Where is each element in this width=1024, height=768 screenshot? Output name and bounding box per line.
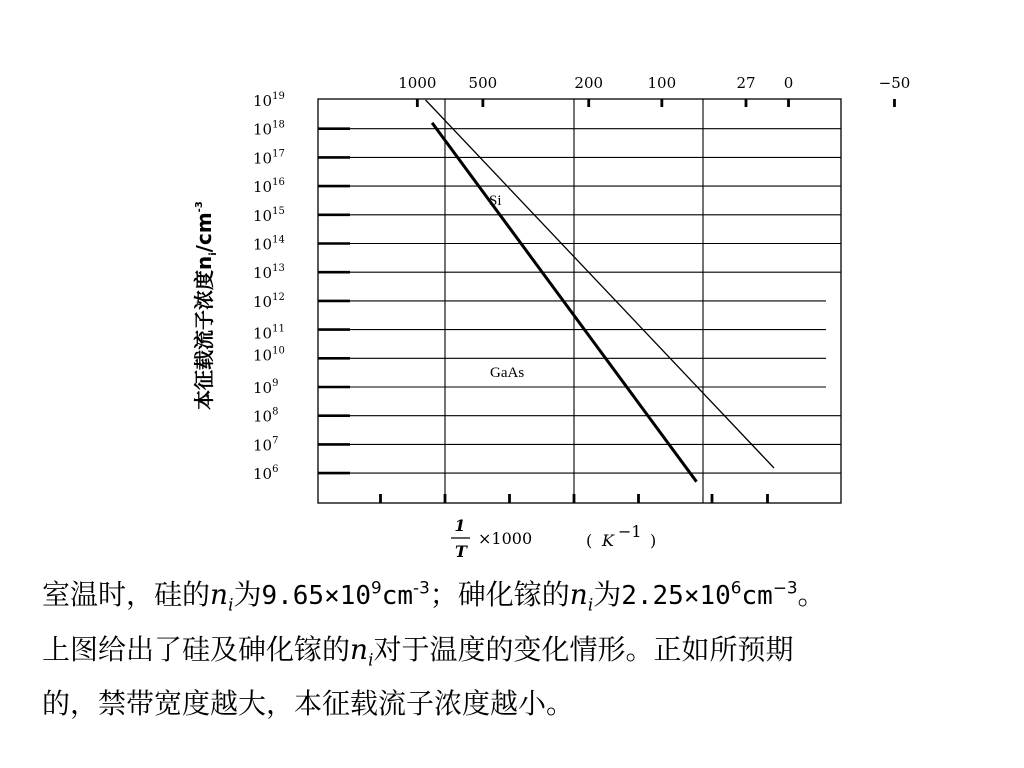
si-ni-exponent: 9	[371, 577, 382, 598]
caption-text: ；砷化镓的	[429, 578, 570, 611]
y-tick-label: $10^{15}$	[253, 205, 285, 225]
series-line-si	[426, 100, 774, 468]
series-line-gaas	[432, 123, 696, 482]
top-tick-label: 0	[783, 74, 794, 92]
top-tick-label: 27	[736, 74, 756, 92]
ni-subscript: i	[228, 594, 234, 615]
y-tick-label: $10^{16}$	[253, 177, 285, 197]
caption-line-2	[42, 623, 1022, 677]
ni-symbol: n	[569, 578, 588, 611]
y-tick-label: $10^{17}$	[253, 148, 285, 168]
si-ni-value: 9.65×10	[261, 581, 372, 611]
top-tick-label: 200	[574, 74, 604, 92]
y-tick-label: $10^9$	[253, 378, 279, 397]
svg-text:K: K	[602, 531, 614, 550]
chart-grid	[318, 99, 841, 503]
y-tick-label: $10^{11}$	[253, 323, 285, 343]
y-tick-label: $10^{13}$	[253, 263, 285, 283]
y-axis-label	[192, 201, 219, 410]
unit: cm	[741, 581, 773, 611]
top-tick-label: 100	[647, 74, 677, 92]
svg-text:×1000: ×1000	[478, 529, 533, 548]
caption-text: 为	[593, 578, 622, 611]
gaas-ni-value: 2.25×10	[621, 581, 731, 611]
svg-text:(: (	[586, 531, 593, 550]
caption-text: 。	[797, 578, 826, 611]
top-tick-label: 1000	[398, 74, 437, 92]
caption-text: 室温时，硅的	[42, 578, 211, 611]
caption-line-1	[42, 568, 1022, 623]
series-label-si: Si	[489, 193, 502, 209]
caption-line-3: 的，禁带宽度越大，本征载流子浓度越小。	[42, 687, 575, 720]
caption	[42, 568, 1022, 731]
caption-text: 为	[233, 578, 262, 611]
svg-text:−1: −1	[618, 522, 642, 541]
y-tick-label: $10^{18}$	[253, 119, 285, 139]
ni-symbol: n	[350, 633, 369, 666]
unit-exponent: −3	[772, 577, 798, 598]
top-tick-label: −50	[878, 74, 911, 92]
y-tick-label: $10^6$	[253, 464, 279, 484]
x-axis-label	[451, 516, 656, 561]
top-axis-temperature-ticks	[398, 74, 910, 107]
y-tick-label: $10^{14}$	[253, 234, 285, 254]
y-tick-label: $10^8$	[253, 406, 279, 426]
caption-text: 对于温度的变化情形。正如所预期	[373, 633, 794, 666]
svg-text:1: 1	[454, 516, 466, 535]
svg-text:本征载流子浓度ni/cm-3: 本征载流子浓度$n_i/cm^{-3}$	[192, 201, 219, 410]
ni-subscript: i	[368, 649, 374, 670]
ni-subscript: i	[587, 594, 594, 615]
caption-text: 上图给出了硅及砷化镓的	[42, 633, 351, 666]
unit: cm	[381, 581, 414, 611]
svg-text:): )	[650, 531, 657, 550]
y-tick-label: $10^{12}$	[253, 291, 285, 311]
y-axis-ticks	[253, 91, 285, 483]
series-label-gaas: GaAs	[490, 365, 525, 381]
unit-exponent: -3	[413, 577, 430, 598]
top-tick-label: 500	[468, 74, 498, 92]
y-tick-label: $10^{19}$	[253, 91, 285, 110]
gaas-ni-exponent: 6	[730, 577, 742, 598]
svg-text:T: T	[455, 542, 467, 561]
y-tick-label: $10^{10}$	[253, 345, 285, 365]
y-tick-label: $10^7$	[253, 435, 279, 455]
ni-symbol: n	[210, 578, 229, 611]
